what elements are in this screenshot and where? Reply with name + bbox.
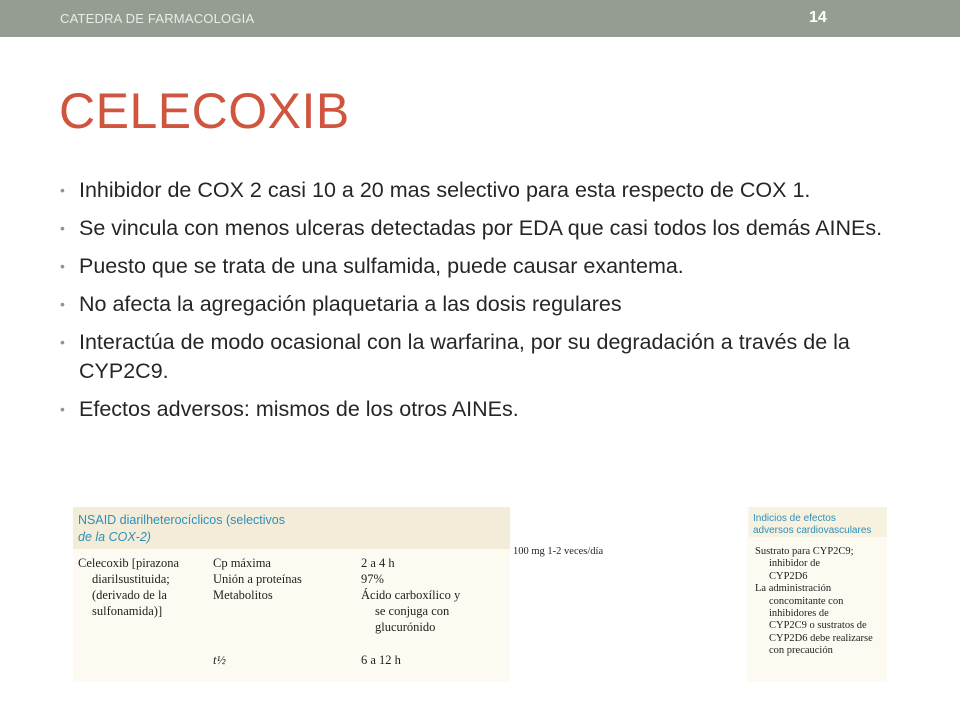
table-param-cell xyxy=(213,555,302,603)
table-drug-line: diarilsustituida; xyxy=(92,572,170,586)
table-value-line: 97% xyxy=(361,572,384,586)
table-param-line: Unión a proteínas xyxy=(213,572,302,586)
course-name: CATEDRA DE FARMACOLOGIA xyxy=(60,11,255,26)
bullet-item xyxy=(60,176,900,205)
bullet-item xyxy=(60,214,900,243)
bullet-text: No afecta la agregación plaquetaria a las dosis regulares xyxy=(79,292,622,316)
page-number: 14 xyxy=(809,9,827,26)
table-drug-line: sulfonamida)] xyxy=(92,604,163,618)
table-notes-line: CYP2C9 o sustratos de xyxy=(769,620,867,632)
table-drug-line: (derivado de la xyxy=(92,588,167,602)
table-value-line: glucurónido xyxy=(375,620,436,634)
table-notes-line: CYP2D6 xyxy=(769,570,808,582)
bullet-item xyxy=(60,395,900,424)
bullet-list xyxy=(60,176,900,433)
table-section-header-line: de la COX-2) xyxy=(78,530,151,544)
table-drug-cell xyxy=(78,555,179,619)
table-notes-line: inhibidores de xyxy=(769,608,829,620)
table-notes-line: Sustrato para CYP2C9; xyxy=(755,546,854,557)
table-right-header xyxy=(753,513,871,537)
table-notes-line: inhibidor de xyxy=(769,558,821,570)
bullet-dot-icon: • xyxy=(60,401,65,417)
table-value-line: 2 a 4 h xyxy=(361,556,395,570)
table-notes-line: concomitante con xyxy=(769,595,844,607)
bullet-item xyxy=(60,328,900,386)
bullet-dot-icon: • xyxy=(60,220,65,236)
table-blank-area xyxy=(510,507,747,682)
bullet-item xyxy=(60,290,900,319)
bullet-dot-icon: • xyxy=(60,296,65,312)
header-bar xyxy=(0,0,960,37)
table-notes-line: CYP2D6 debe realizarse xyxy=(769,632,873,644)
bullet-dot-icon: • xyxy=(60,258,65,274)
table-drug-line: Celecoxib [pirazona xyxy=(78,556,179,570)
table-value-line: se conjuga con xyxy=(375,604,450,618)
table-value-line: Ácido carboxílico y xyxy=(361,588,461,602)
bullet-text: Puesto que se trata de una sulfamida, puede causar exantema. xyxy=(79,254,684,278)
table-notes-line: con precaución xyxy=(769,645,833,657)
table-right-header-line: Indicios de efectos xyxy=(753,513,836,524)
table-half-life-value: 6 a 12 h xyxy=(361,653,401,667)
bullet-dot-icon: • xyxy=(60,182,65,198)
table-dose-cell: 100 mg 1-2 veces/día xyxy=(513,546,604,557)
bullet-text: Efectos adversos: mismos de los otros AINEs. xyxy=(79,397,519,421)
table-value-cell xyxy=(361,555,460,635)
slide-title: CELECOXIB xyxy=(59,83,350,139)
table-right-header-line: adversos cardiovasculares xyxy=(753,525,872,536)
table-param-line: Metabolitos xyxy=(213,588,273,602)
table-half-life-label: t½ xyxy=(213,653,226,667)
table-section-header-line: NSAID diarilheterocíclicos (selectivos xyxy=(78,513,286,527)
table-param-line: Cp máxima xyxy=(213,556,271,570)
drug-table-image xyxy=(73,507,887,682)
bullet-text: Se vincula con menos ulceras detectadas por EDA que casi todos los demás AINEs. xyxy=(79,216,883,240)
bullet-text: Inhibidor de COX 2 casi 10 a 20 mas selectivo para esta respecto de COX 1. xyxy=(79,178,811,202)
bullet-text: Interactúa de modo ocasional con la warfarina, por su degradación a través de la CYP2C9. xyxy=(79,330,850,383)
bullet-item xyxy=(60,252,900,281)
table-section-header xyxy=(78,512,285,546)
table-notes-cell xyxy=(755,546,873,658)
table-notes-line: La administración xyxy=(755,583,832,595)
bullet-dot-icon: • xyxy=(60,334,65,350)
